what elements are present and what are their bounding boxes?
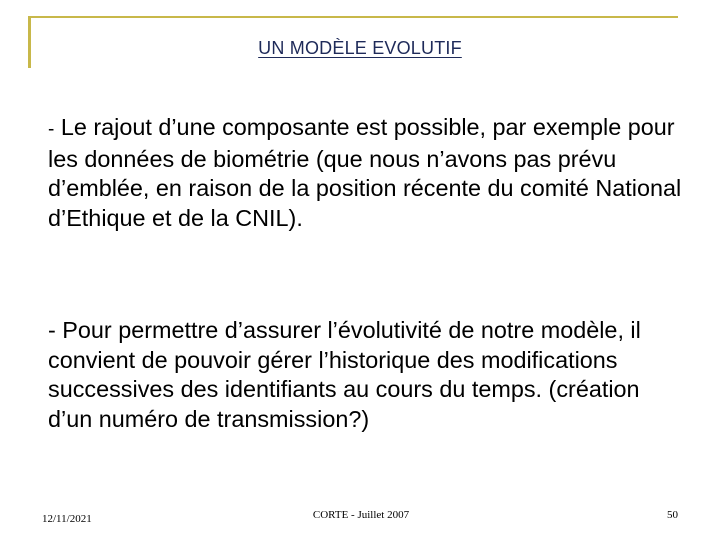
paragraph-1-dash: -: [48, 119, 55, 140]
paragraph-2-text: - Pour permettre d’assurer l’évolutivité de notre modèle, il convient de pouvoir gérer l’historique des modifications successives des identifiants au cours du temps. (création d’un numéro de transmission?): [48, 317, 641, 432]
footer-date: 12/11/2021: [42, 513, 92, 525]
slide-title: UN MODÈLE EVOLUTIF: [258, 38, 462, 58]
footer-page-number: 50: [667, 509, 678, 521]
paragraph-1-text: Le rajout d’une composante est possible, par exemple pour les données de biométrie (que nous n’avons pas prévu d’emblée, en raison de la position récente du comité National d’Ethique et de la CNIL).: [48, 114, 682, 231]
paragraph-1: [48, 113, 688, 233]
frame-top-border: [28, 16, 678, 18]
footer-center-text: CORTE - Juillet 2007: [312, 509, 410, 521]
paragraph-2: [48, 316, 688, 434]
